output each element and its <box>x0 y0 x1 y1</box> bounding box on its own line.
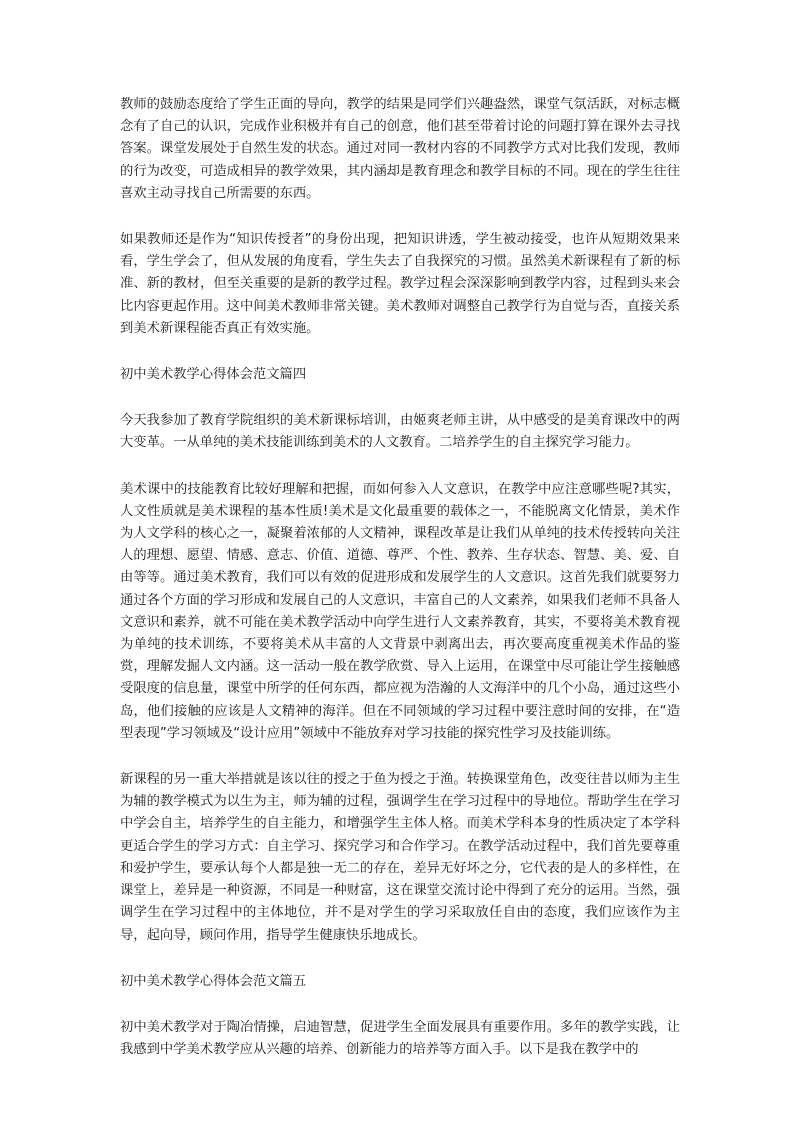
paragraph-training-intro: 今天我参加了教育学院组织的美术新课标培训，由姬爽老师主讲，从中感受的是美育课改中的两大变革。一从单纯的美术技能训练到美术的人文教育。二培养学生的自主探究学习能力。 <box>120 413 680 451</box>
paragraph-knowledge-transmitter: 如果教师还是作为“知识传授者”的身份出现，把知识讲透，学生被动接受，也许从短期效果来看，学生学会了，但从发展的角度看，学生失去了自我探究的习惯。虽然美术新课程有了新的标准、新的教材，但至关重要的是新的教学过程。教学过程会深深影响到教学内容，过程到头来会比内容更起作用。这中间美术教师非常关键。美术教师对调整自己教学行为自觉与否，直接关系到美术新课程能否真正有效实施。 <box>120 232 680 336</box>
section-heading-part-five: 初中美术教学心得体会范文篇五 <box>120 973 307 989</box>
section-heading-part-four: 初中美术教学心得体会范文篇四 <box>120 367 307 383</box>
paragraph-student-centered: 新课程的另一重大举措就是该以往的授之于鱼为授之于渔。转换课堂角色，改变往昔以师为主生为辅的教学模式为以生为主，师为辅的过程，强调学生在学习过程中的导地位。帮助学生在学习中学会自主，培养学生的自主能力，和增强学生主体人格。而美术学科本身的性质决定了本学科更适合学生的学习方式：自主学习、探究学习和合作学习。在教学活动过程中，我们首先要尊重和爱护学生，要承认每个人都是独一无二的存在，差异无好坏之分，它代表的是人的多样性，在课堂上，差异是一种资源，不同是一种财富，这在课堂交流讨论中得到了充分的运用。当然，强调学生在学习过程中的主体地位，并不是对学生的学习采取放任自由的态度，我们应该作为主导，起向导，顾问作用，指导学生健康快乐地成长。 <box>120 772 680 943</box>
document-body <box>120 94 680 1085</box>
paragraph-humanities-awareness: 美术课中的技能教育比较好理解和把握，而如何参入人文意识，在教学中应注意哪些呢?其实，人文性质就是美术课程的基本性质!美术是文化最重要的载体之一，不能脱离文化情景，美术作为人文学科的核心之一，凝聚着浓郁的人文精神，课程改革是让我们从单纯的技术传授转向关注人的理想、愿望、情感、意志、价值、道德、尊严、个性、教养、生存状态、智慧、美、爱、自由等等。通过美术教育，我们可以有效的促进形成和发展学生的人文意识。这首先我们就要努力通过各个方面的学习形成和发展自己的人文意识，丰富自己的人文素养，如果我们老师不具备人文意识和素养，就不可能在美术教学活动中向学生进行人文素养教育，其实，不要将美术教育视为单纯的技术训练，不要将美术从丰富的人文背景中剥离出去，再次要高度重视美术作品的鉴赏，理解发掘人文内涵。这一活动一般在教学欣赏、导入上运用，在课堂中尽可能让学生接触感受限度的信息量，课堂中所学的任何东西，都应视为浩瀚的人文海洋中的几个小岛，通过这些小岛，他们接触的应该是人文精神的海洋。但在不同领域的学习过程中要注意时间的安排，在“造型表现”学习领域及“设计应用”领域中不能放弃对学习技能的探究性学习及技能训练。 <box>120 481 680 741</box>
paragraph-teacher-encouragement: 教师的鼓励态度给了学生正面的导向，教学的结果是同学们兴趣盎然，课堂气氛活跃，对标志概念有了自己的认识，完成作业积极并有自己的创意，他们甚至带着讨论的问题打算在课外去寻找答案。课堂发展处于自然生发的状态。通过对同一教材内容的不同教学方式对比我们发现，教师的行为改变，可造成相异的教学效果，其内涵却是教育理念和教学目标的不同。现在的学生往往喜欢主动寻找自己所需要的东西。 <box>120 97 680 201</box>
paragraph-art-education-role: 初中美术教学对于陶冶情操，启迪智慧，促进学生全面发展具有重要作用。多年的教学实践，让我感到中学美术教学应从兴趣的培养、创新能力的培养等方面入手。以下是我在教学中的 <box>120 1019 680 1058</box>
